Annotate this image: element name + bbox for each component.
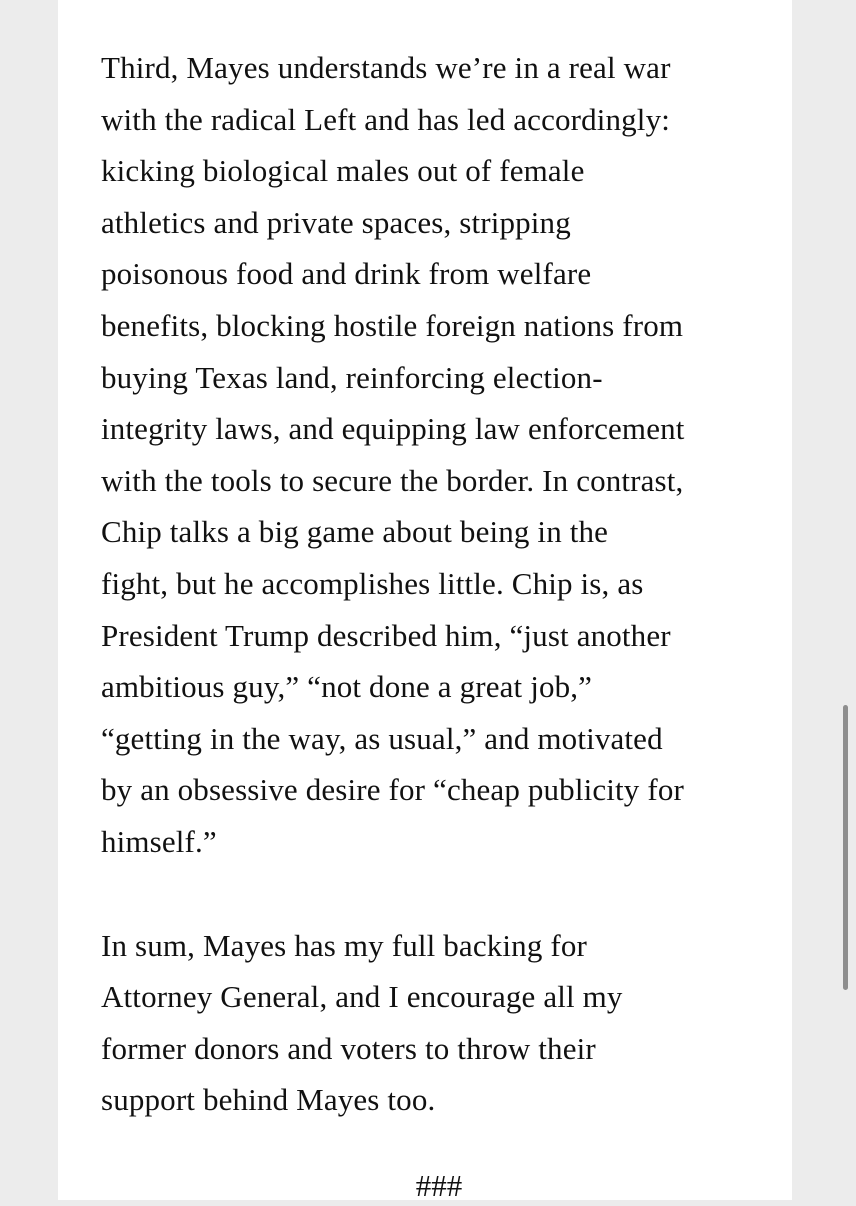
text-line: Third, Mayes understands we’re in a real war xyxy=(101,50,671,85)
text-line: kicking biological males out of female xyxy=(101,153,585,189)
text-line: with the tools to secure the border. In contrast, xyxy=(101,462,684,498)
text-line: fight, but he accomplishes little. Chip is, as xyxy=(101,565,644,601)
text-line: President Trump described him, “just another xyxy=(101,617,671,653)
text-line: Chip talks a big game about being in the xyxy=(101,514,609,550)
text-line: “getting in the way, as usual,” and motivated xyxy=(101,720,663,756)
text-line: by an obsessive desire for “cheap publicity for xyxy=(101,772,684,808)
text-line: support behind Mayes too. xyxy=(101,1082,436,1118)
document-page xyxy=(58,0,792,1203)
paragraph-third-point xyxy=(101,42,792,868)
text-line: ambitious guy,” “not done a great job,” xyxy=(101,669,593,705)
text-line: former donors and voters to throw their xyxy=(101,1030,596,1066)
end-of-release-mark: ### xyxy=(415,1168,463,1203)
text-line: buying Texas land, reinforcing election- xyxy=(101,359,603,395)
text-line: integrity laws, and equipping law enforcement xyxy=(101,411,685,447)
text-line: Attorney General, and I encourage all my xyxy=(101,979,623,1015)
text-line: with the radical Left and has led accordingly: xyxy=(101,101,670,137)
text-line: poisonous food and drink from welfare xyxy=(101,256,592,292)
paragraph-in-sum xyxy=(101,920,792,1126)
text-line: benefits, blocking hostile foreign nations from xyxy=(101,307,684,343)
text-line: athletics and private spaces, stripping xyxy=(101,204,571,240)
text-line: In sum, Mayes has my full backing for xyxy=(101,927,587,963)
vertical-scrollbar-thumb[interactable] xyxy=(843,705,848,990)
text-line: himself.” xyxy=(101,823,217,859)
